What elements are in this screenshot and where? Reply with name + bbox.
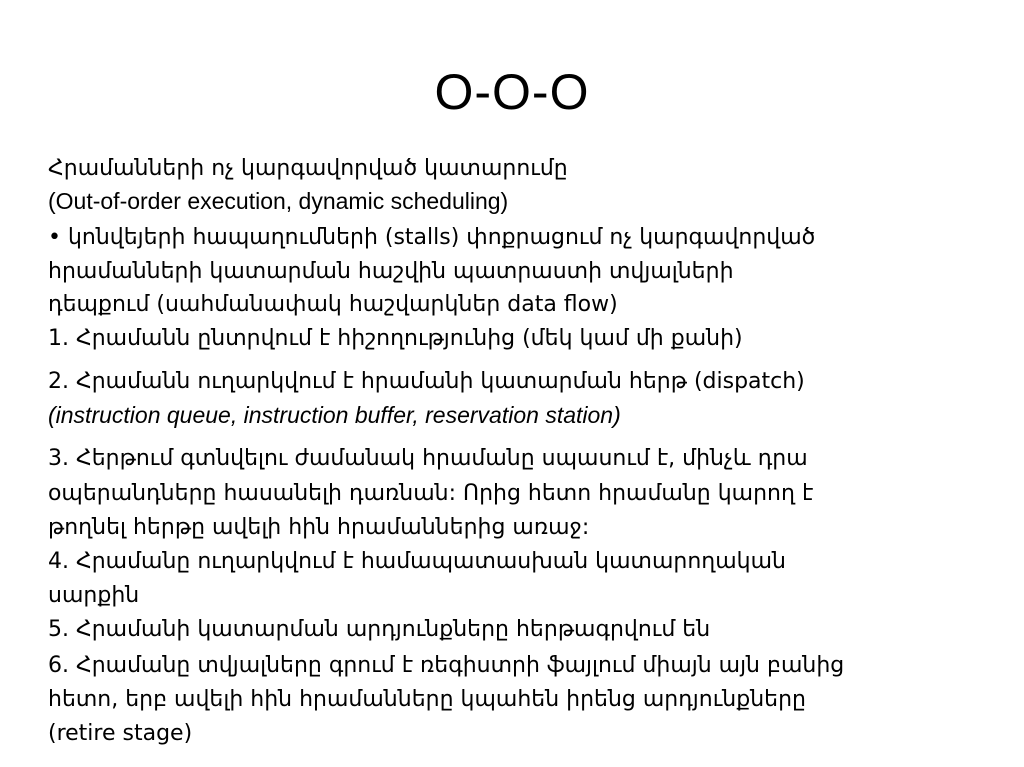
step-3-line-continued: օպերանդները հասանելի դառնան: Որից հետո հրամանը կարող է [48, 481, 814, 506]
step-6-line-continued: հետո, երբ ավելի հին հրամանները կպահեն իրենց արդյունքները [48, 687, 806, 712]
step-3-line-continued: թողնել հերթը ավելի հին հրամաններից առաջ: [48, 515, 590, 540]
step-3-line: 3. Հերթում գտնվելու ժամանակ հրամանը սպասում է, մինչև դրա [48, 446, 808, 471]
slide-title: O-O-O [434, 64, 590, 120]
step-2-detail-line: (instruction queue, instruction buffer, reservation station) [48, 402, 621, 428]
step-4-line: 4. Հրամանը ուղարկվում է համապատասխան կատարողական [48, 549, 786, 574]
step-5-line: 5. Հրամանի կատարման արդյունքները հերթագրվում են [48, 617, 711, 642]
step-1-line: 1. Հրամանն ընտրվում է հիշողությունից (մեկ կամ մի քանի) [48, 326, 743, 351]
step-6-line-continued: (retire stage) [48, 721, 193, 746]
step-6-line: 6. Հրամանը տվյալները գրում է ռեգիստրի ֆայլում միայն այն բանից [48, 653, 845, 678]
bullet-line-continued: հրամանների կատարման հաշվին պատրաստի տվյալների [48, 259, 734, 284]
subheading-line: (Out-of-order execution, dynamic scheduling) [48, 188, 509, 214]
bullet-line-continued: դեպքում (սահմանափակ հաշվարկներ data flow) [48, 292, 618, 317]
step-2-line: 2. Հրամանն ուղարկվում է հրամանի կատարման հերթ (dispatch) [48, 369, 805, 394]
bullet-line: • կոնվեյերի հապաղումների (stalls) փոքրացում ոչ կարգավորված [48, 225, 816, 250]
step-4-line-continued: սարքին [48, 583, 140, 608]
heading-line: Հրամանների ոչ կարգավորված կատարումը [48, 156, 568, 181]
